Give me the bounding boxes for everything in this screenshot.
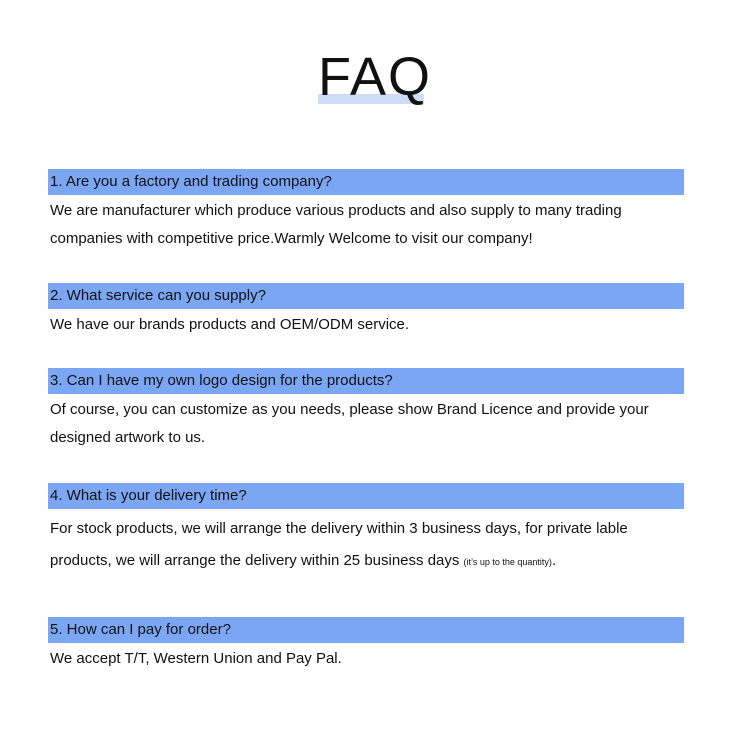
- faq-answer-4-end: .: [551, 552, 557, 569]
- page-title: FAQ: [317, 47, 433, 107]
- faq-item-2: [48, 283, 684, 339]
- faq-answer-1: We are manufacturer which produce various products and also supply to many trading companies with competitive price.Warmly Welcome to visit our company!: [50, 202, 622, 247]
- page-title-block: [0, 42, 750, 112]
- faq-question-3: 3. Can I have my own logo design for the products?: [48, 368, 684, 394]
- faq-question-1: 1. Are you a factory and trading company?: [48, 169, 684, 195]
- faq-answer-3: Of course, you can customize as you needs, please show Brand Licence and provide your designed artwork to us.: [50, 401, 649, 446]
- faq-item-4: [48, 483, 684, 578]
- faq-question-2: 2. What service can you supply?: [48, 283, 684, 309]
- faq-answer-4: [48, 513, 684, 578]
- faq-item-5: [48, 617, 684, 673]
- faq-item-3: [48, 368, 684, 452]
- faq-answer-2: We have our brands products and OEM/ODM service.: [50, 316, 410, 333]
- faq-answer-4-text: For stock products, we will arrange the delivery within 3 business days, for private lable products, we will arrange the delivery within 25 business days: [50, 520, 628, 569]
- faq-question-4: 4. What is your delivery time?: [48, 483, 684, 509]
- faq-answer-5: We accept T/T, Western Union and Pay Pal.: [50, 650, 342, 667]
- faq-question-5: 5. How can I pay for order?: [48, 617, 684, 643]
- faq-item-1: [48, 169, 684, 253]
- faq-answer-4-note: (it’s up to the quantity): [463, 557, 552, 567]
